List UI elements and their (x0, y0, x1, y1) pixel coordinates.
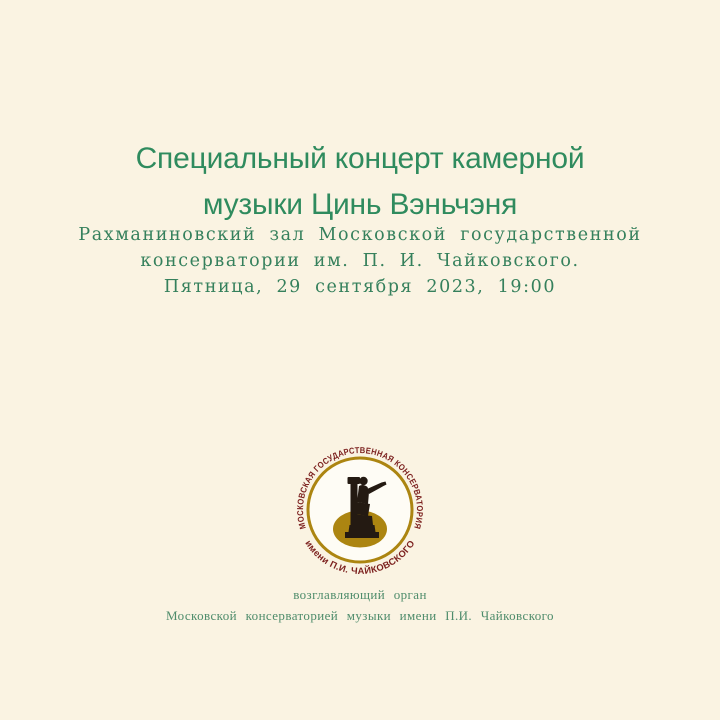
conservatory-emblem-svg (275, 425, 445, 595)
title-line-2: музыки Цинь Вэньчэня (202, 188, 518, 222)
organizer-line-1: возглавляющий орган (293, 587, 427, 602)
emblem-arc-bottom-text: имени П.И. ЧАЙКОВСКОГО (303, 538, 417, 577)
poster-title (0, 136, 720, 228)
event-details (0, 222, 720, 300)
event-venue-line-2: консерватории им. П. И. Чайковского. (140, 251, 580, 271)
title-line-1: Специальный концерт камерной (135, 142, 585, 176)
organizer-line-2: Московской консерваторией музыки имени П.И. Чайковского (166, 608, 554, 623)
emblem-arc-top-text: МОСКОВСКАЯ ГОСУДАРСТВЕННАЯ КОНСЕРВАТОРИЯ (294, 445, 426, 532)
event-datetime: Пятница, 29 сентября 2023, 19:00 (163, 277, 557, 297)
conservatory-emblem (275, 425, 445, 595)
event-venue-line-1: Рахманиновский зал Московской государственной (78, 225, 642, 245)
organizer-note (0, 584, 720, 626)
